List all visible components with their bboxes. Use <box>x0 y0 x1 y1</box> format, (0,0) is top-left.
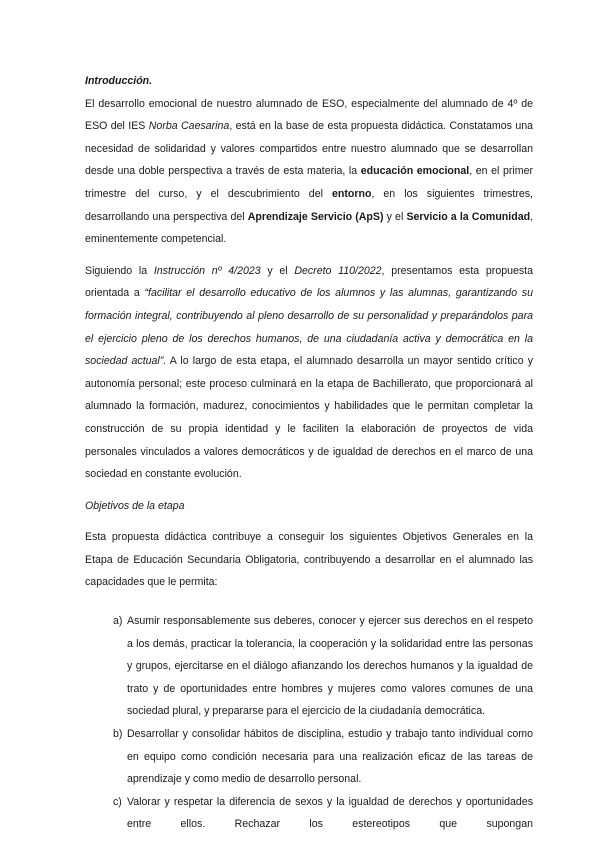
text-run: , eminentemente competencial. <box>85 210 534 246</box>
text-run: , en los siguientes trimestres, desarrollando una perspectiva del <box>85 187 533 223</box>
text-run: , en el primer trimestre del curso, y el descubrimiento del <box>85 165 533 200</box>
bold-term: educación emocional <box>360 165 470 178</box>
list-marker: c) <box>113 795 122 808</box>
text-run: Siguiendo la <box>85 264 154 277</box>
objectives-heading: Objetivos de la etapa <box>85 499 185 512</box>
intro-paragraph-2 <box>85 260 533 486</box>
text-run: El desarrollo emocional de nuestro alumnado de ESO, especialmente del alumnado de 4º de ESO del IES <box>85 97 533 133</box>
document-page <box>85 70 533 836</box>
list-item <box>85 610 533 723</box>
list-item-text: Valorar y respetar la diferencia de sexos y la igualdad de derechos y oportunidades entre ellos. Rechazar los estereotipos que supongan <box>127 795 533 831</box>
list-item-text: Desarrollar y consolidar hábitos de disciplina, estudio y trabajo tanto individual como en equipo como condición necesaria para una realización eficaz de las tareas de aprendizaje y como medio de desarrollo personal. <box>127 728 533 786</box>
list-item-text: Asumir responsablemente sus deberes, conocer y ejercer sus derechos en el respeto a los demás, practicar la tolerancia, la cooperación y la solidaridad entre las personas y grupos, ejercitarse en el diálogo afianzando los derechos humanos y la igualdad de trato y de oportunidades entre hombres y mujeres como valores comunes de una sociedad plural, y prepararse para el ejercicio de la ciudadanía democrática. <box>127 615 533 718</box>
objectives-list <box>85 610 533 836</box>
list-marker: a) <box>113 615 123 628</box>
intro-paragraph-1 <box>85 93 533 251</box>
list-item <box>85 723 533 791</box>
text-run: y el <box>260 264 295 277</box>
bold-term: Servicio a la Comunidad <box>406 210 531 223</box>
text-run: y el <box>383 210 407 223</box>
bold-term: Aprendizaje Servicio (ApS) <box>247 210 384 223</box>
objectives-lead: Esta propuesta didáctica contribuye a conseguir los siguientes Objetivos Generales en la Etapa de Educación Secundaria Obligatoria, contribuyendo a desarrollar en el alumnado las capacidades que le permita: <box>85 531 533 589</box>
italic-term: Decreto 110/2022 <box>294 264 382 277</box>
text-run: A lo largo de esta etapa, el alumnado desarrolla un mayor sentido crítico y autonomía personal; este proceso culminará en la etapa de Bachillerato, que proporcionará al alumnado la formación, madurez, conocimientos y habilidades que le permitan completar la construcción de su propia identidad y le faciliten la elaboración de proyectos de vida personales vinculados a valores democráticos y de igualdad de derechos en el marco de una sociedad en constante evolución. <box>85 355 533 481</box>
list-marker: b) <box>113 728 123 741</box>
text-run: , presentamos esta propuesta orientada a <box>85 264 534 300</box>
italic-term: Instrucción nº 4/2023 <box>153 264 261 277</box>
list-item <box>85 791 533 836</box>
intro-heading: Introducción. <box>85 75 153 87</box>
bold-term: entorno <box>331 187 372 200</box>
quotation: “facilitar el desarrollo educativo de los alumnos y las alumnas, garantizando su formación integral, contribuyendo al pleno desarrollo de su personalidad y preparándolos para el ejercicio pleno de los derechos humanos, de una ciudadanía activa y democrática en la sociedad actual”. <box>85 287 533 368</box>
text-run: , está en la base de esta propuesta didáctica. Constatamos una necesidad de solidaridad y valores compartidos entre nuestro alumnado que se desarrollan desde una doble perspectiva a través de esta materia, la <box>85 120 534 178</box>
school-name: Norba Caesarina <box>148 120 230 133</box>
